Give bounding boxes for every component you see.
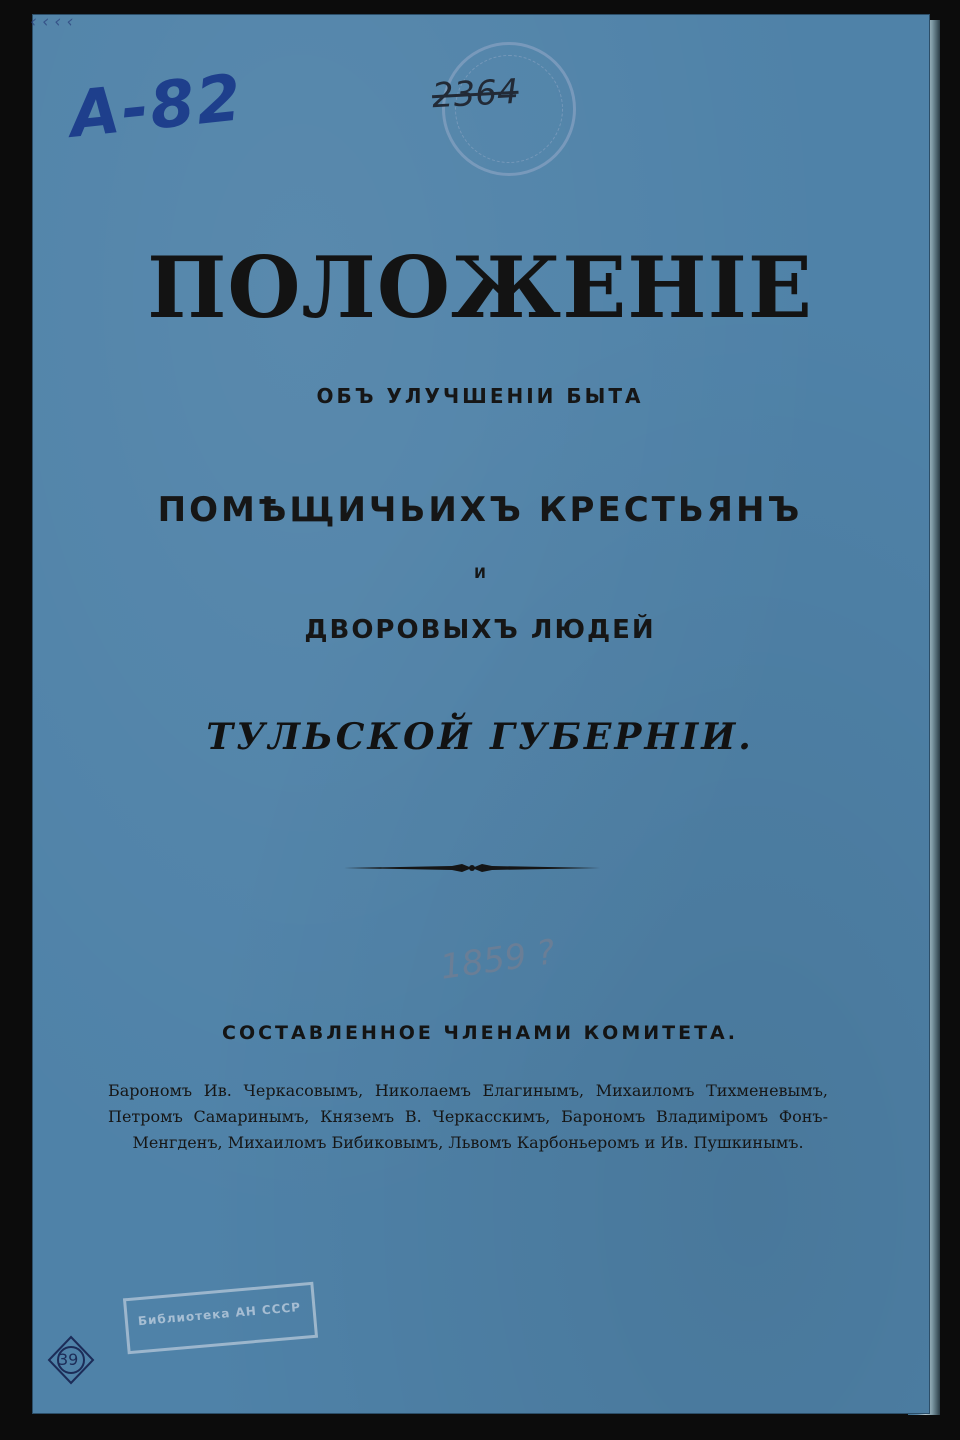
subtitle-line-1: ОБЪ УЛУЧШЕНІИ БЫТА: [316, 384, 644, 408]
subtitle-line-4: ТУЛЬСКОЙ ГУБЕРНІИ.: [206, 716, 754, 758]
subtitle-line-2: ПОМѢЩИЧЬИХЪ КРЕСТЬЯНЪ: [157, 490, 803, 530]
ornament-divider: [342, 858, 602, 878]
main-title: ПОЛОЖЕНІЕ: [147, 238, 813, 337]
compiled-by-heading: СОСТАВЛЕННОЕ ЧЛЕНАМИ КОМИТЕТА.: [222, 1022, 738, 1044]
conjunction: И: [474, 566, 486, 582]
faded-pencil-note: ‹ ‹ ‹ ‹: [30, 12, 74, 32]
book-cover: [32, 14, 930, 1414]
committee-members: Барономъ Ив. Черкасовымъ, Николаемъ Елагинымъ, Михаиломъ Тихменевымъ, Петромъ Самаринымъ, Княземъ В. Черкасскимъ, Барономъ Владиміромъ Фонъ-Менгденъ, Михаиломъ Бибиковымъ, Львомъ Карбоньеромъ и Ив. Пушкинымъ.: [108, 1081, 828, 1152]
number-badge-text: 39: [58, 1350, 79, 1369]
subtitle-line-3: ДВОРОВЫХЪ ЛЮДЕЙ: [304, 615, 656, 645]
handwritten-date: 1859 ?: [437, 932, 558, 988]
inventory-number: 2364: [431, 71, 520, 117]
shelf-mark: А-82: [66, 61, 247, 153]
library-stamp-text: Библиотека АН СССР: [137, 1299, 302, 1329]
